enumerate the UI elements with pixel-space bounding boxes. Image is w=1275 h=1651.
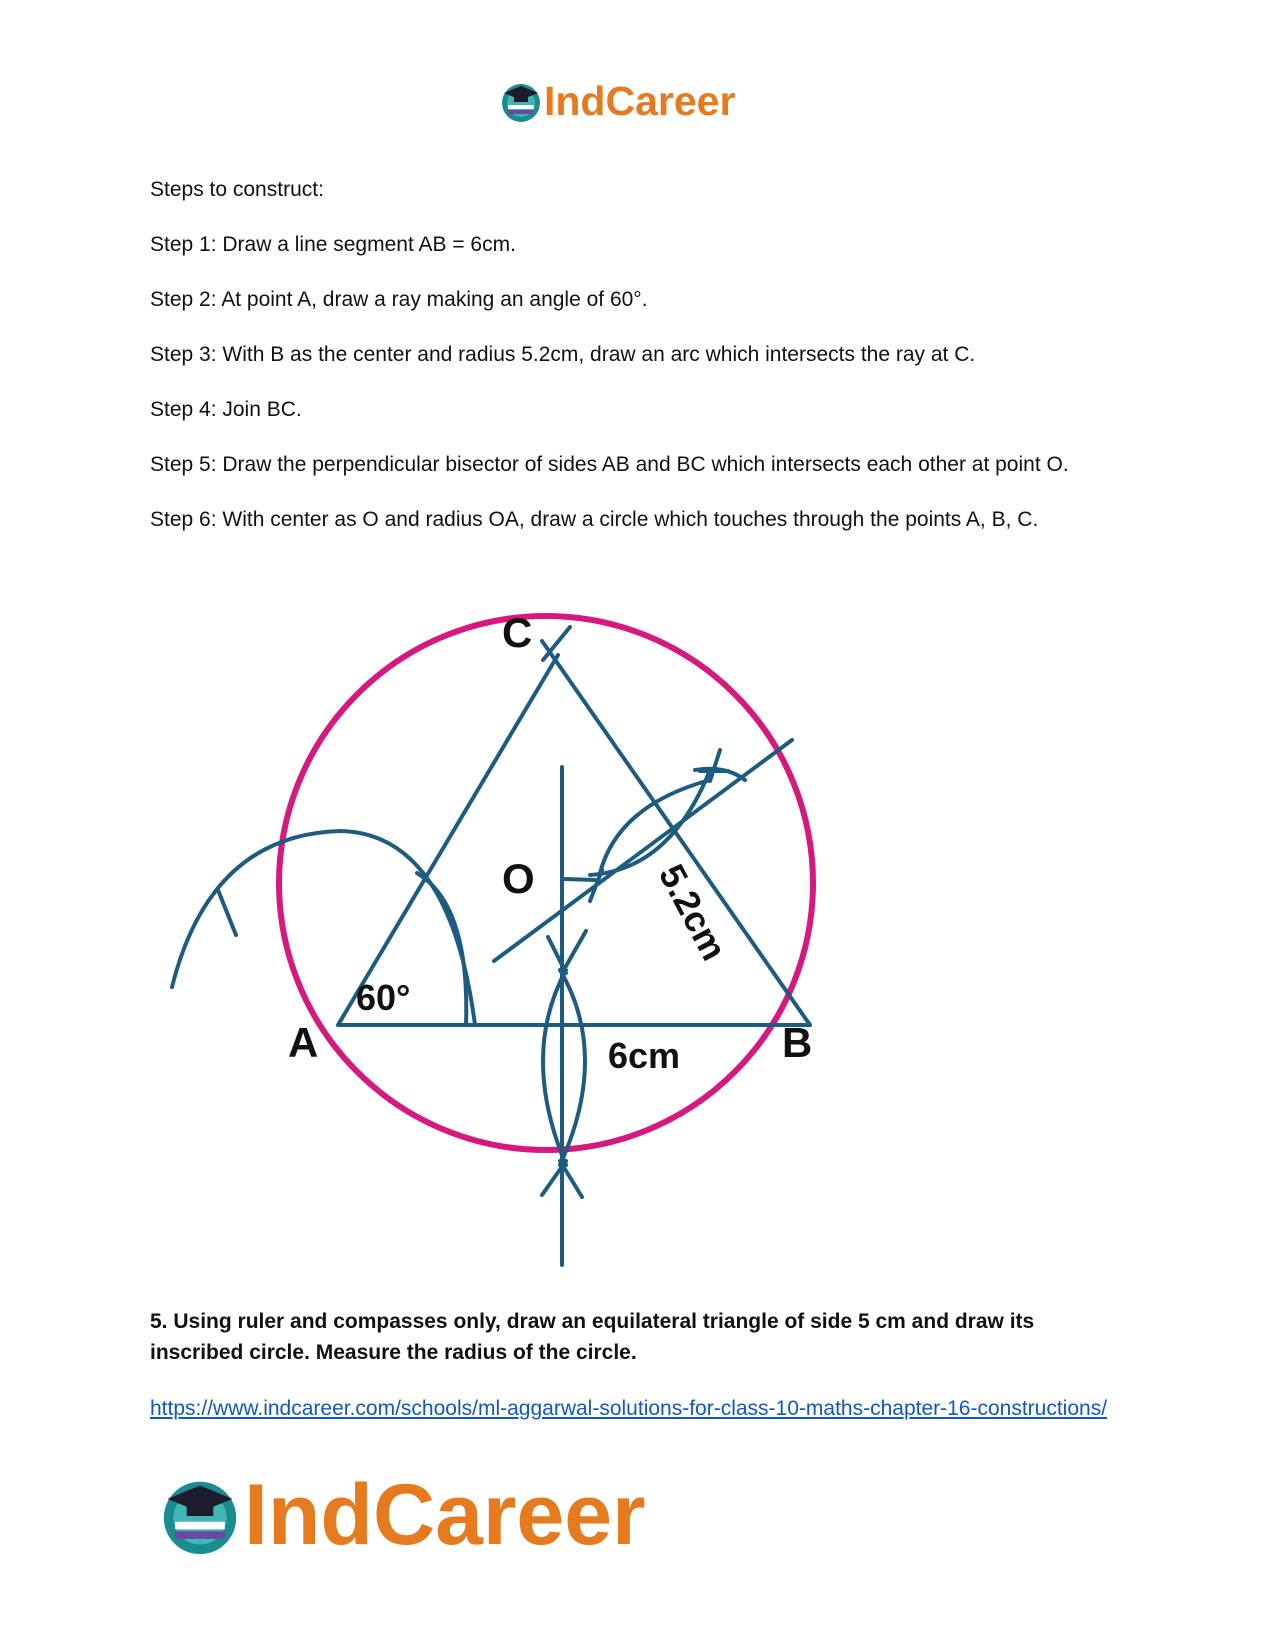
bisector-bc-tick-4 (710, 750, 720, 781)
label-b: B (782, 1019, 813, 1066)
steps-heading: Steps to construct: (150, 178, 324, 201)
bisector-bc-tick-1 (565, 879, 595, 880)
construction-diagram (150, 605, 870, 1285)
side-bc (542, 641, 810, 1025)
side-ac (338, 655, 558, 1025)
logo-text: IndCareer (544, 78, 736, 124)
ab-length-label: 6cm (608, 1035, 681, 1076)
construction-arc-a (172, 831, 475, 1025)
step-6: Step 6: With center as O and radius OA, draw a circle which touches through the points A, B, C. (150, 508, 1039, 531)
step-2: Step 2: At point A, draw a ray making an angle of 60°. (150, 288, 648, 311)
bisector-bc (494, 740, 792, 961)
step-5: Step 5: Draw the perpendicular bisector of sides AB and BC which intersects each other at point O. (150, 453, 1069, 476)
label-c: C (502, 609, 533, 656)
label-o: O (502, 855, 535, 902)
logo-text: IndCareer (244, 1467, 646, 1563)
step-4: Step 4: Join BC. (150, 398, 302, 421)
footer-logo (160, 1466, 646, 1565)
bc-length-label: 5.2cm (650, 857, 736, 967)
source-link[interactable]: https://www.indcareer.com/schools/ml-aggarwal-solutions-for-class-10-maths-chapter-16-constructions/ (150, 1397, 1108, 1420)
question-5: 5. Using ruler and compasses only, draw an equilateral triangle of side 5 cm and draw its inscribed circle. Measure the radius of the circle. (150, 1310, 1035, 1364)
label-a: A (288, 1019, 319, 1066)
steps-section (150, 175, 1130, 560)
step-1: Step 1: Draw a line segment AB = 6cm. (150, 233, 516, 256)
arc-tick (218, 890, 236, 935)
graduation-cap-globe-icon (160, 1476, 240, 1556)
circumcircle (279, 616, 813, 1150)
step-3: Step 3: With B as the center and radius 5.2cm, draw an arc which intersects the ray at C. (150, 343, 976, 366)
angle-label: 60° (356, 977, 411, 1018)
header-logo (500, 78, 735, 125)
bisector-tick-top-r (562, 931, 586, 973)
construction-figure (150, 605, 870, 1285)
graduation-cap-globe-icon (500, 81, 542, 123)
